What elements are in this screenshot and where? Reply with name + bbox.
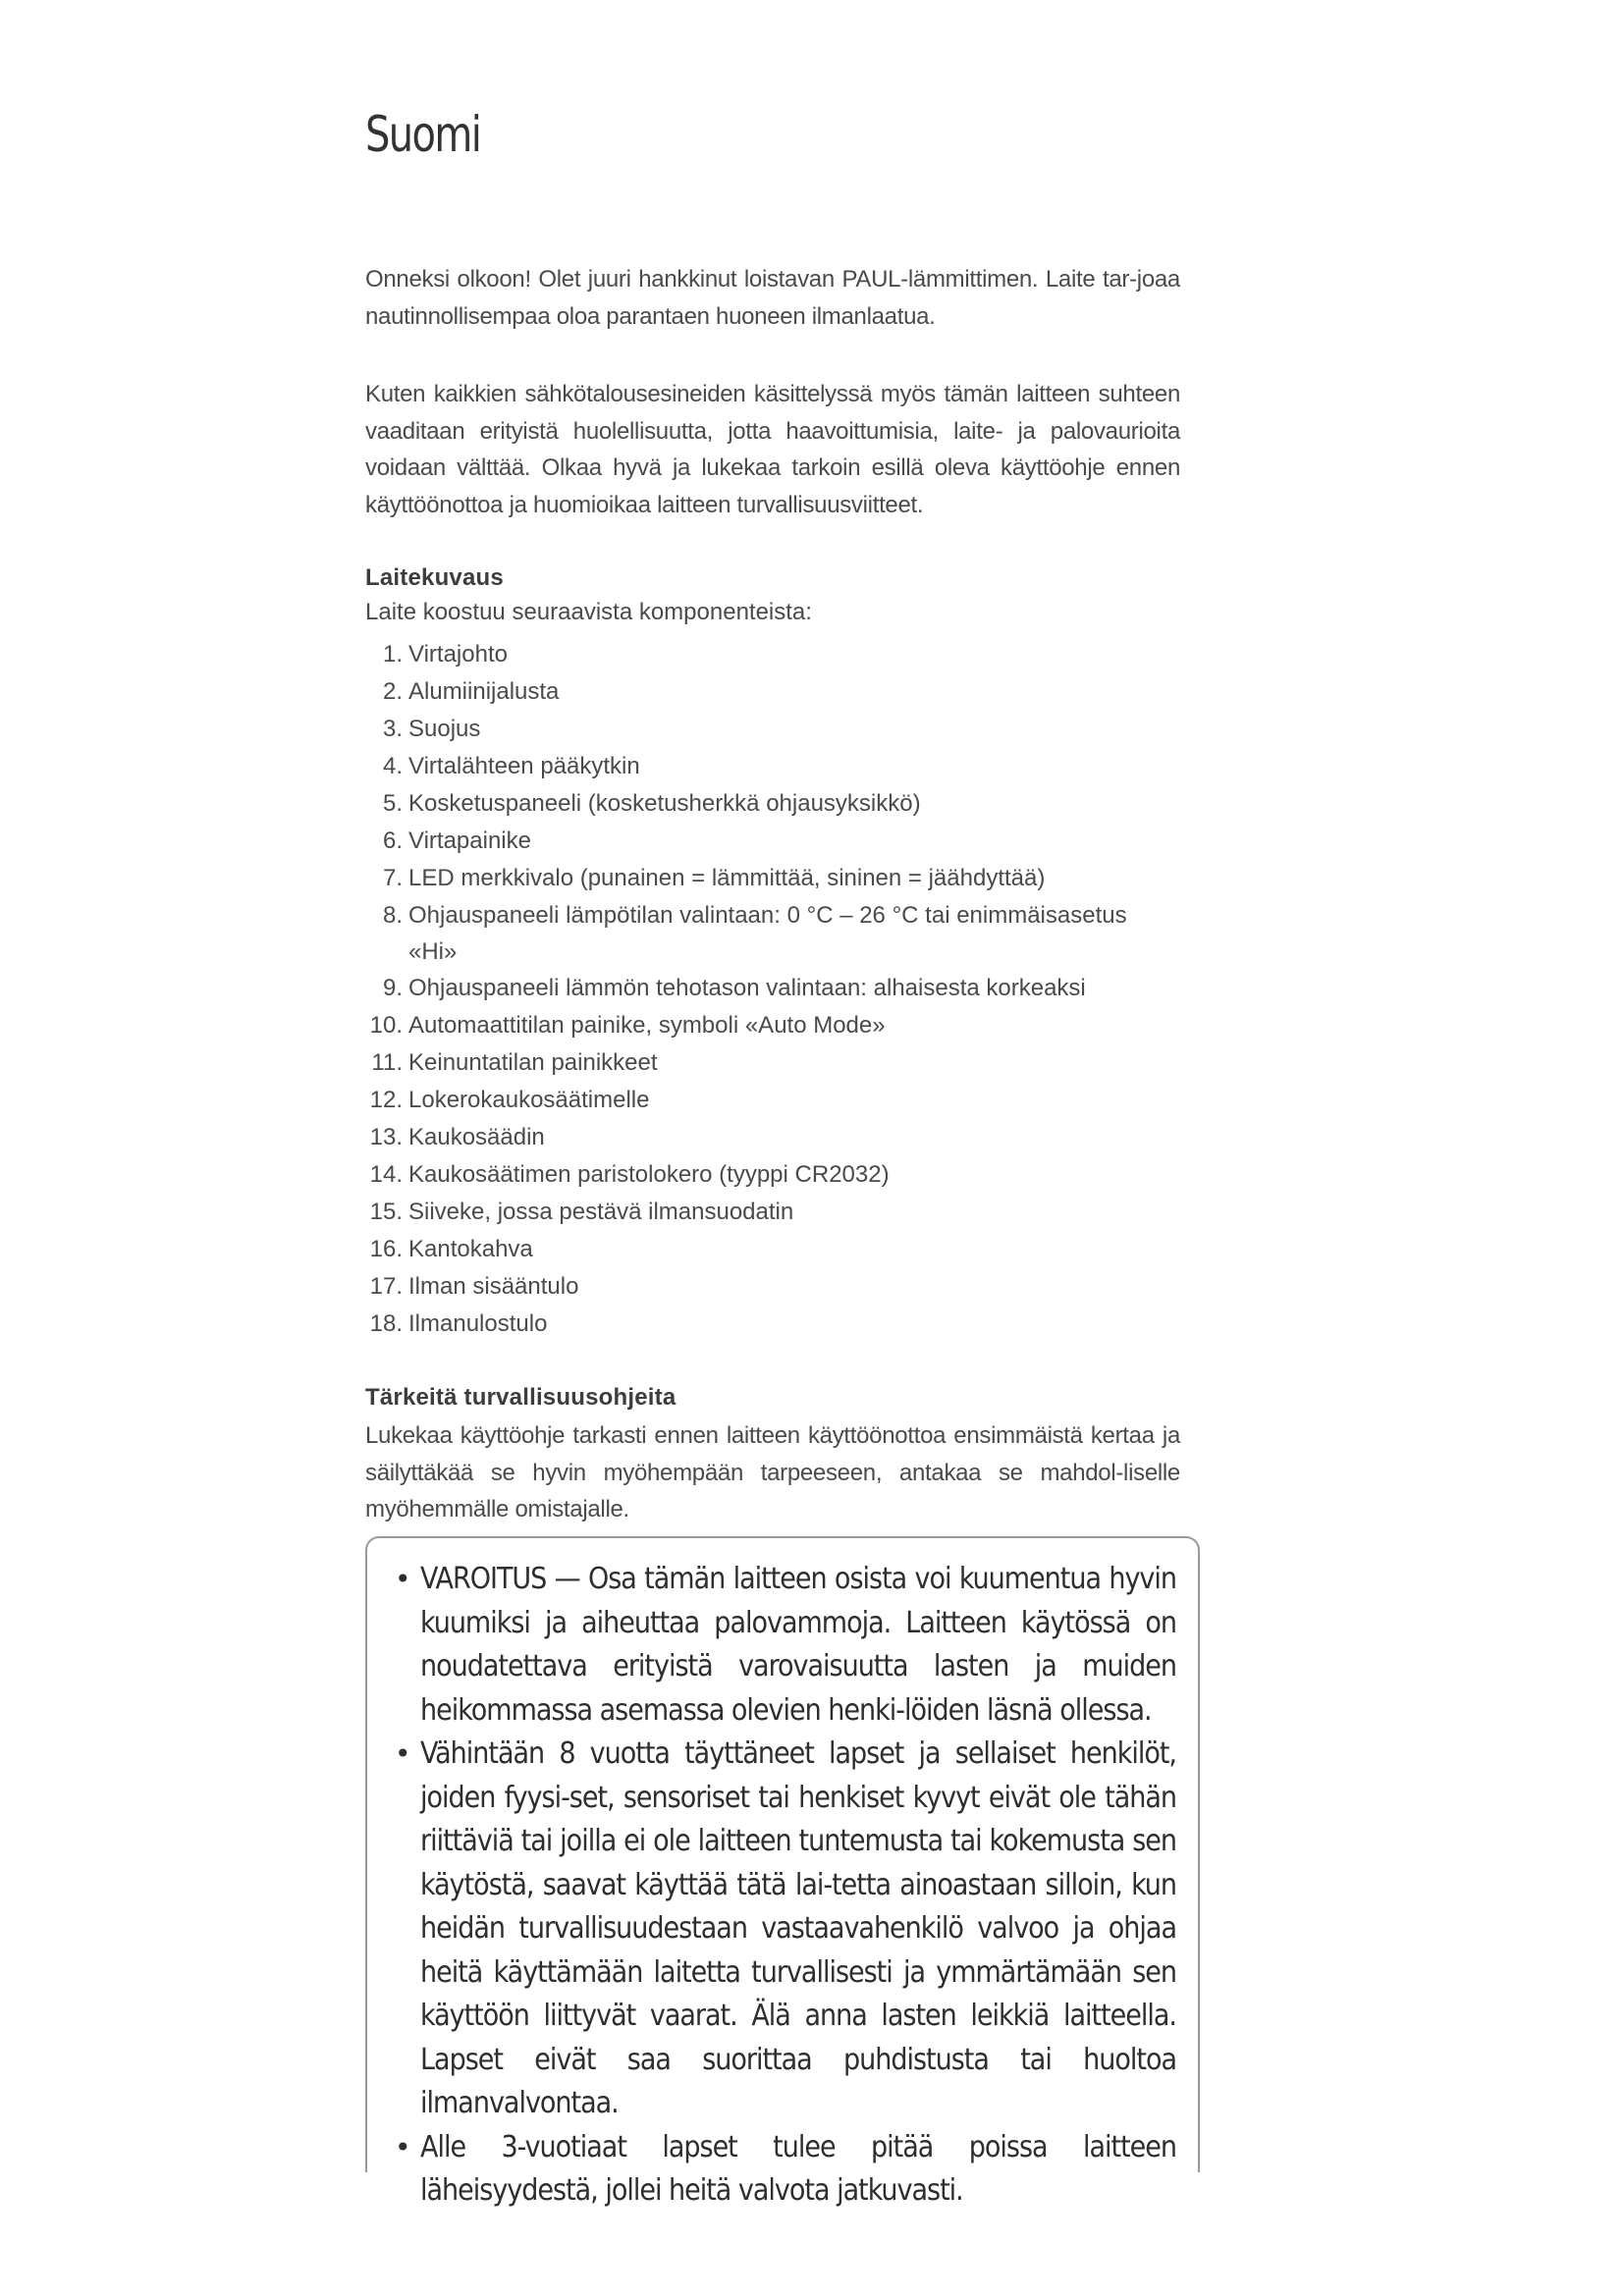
item-number: 7. [382, 865, 403, 891]
list-item [365, 1194, 1184, 1231]
item-text: Kaukosäädin [408, 1124, 545, 1150]
item-number: 9. [382, 975, 403, 1001]
item-text: Virtapainike [408, 828, 531, 854]
list-item [365, 673, 1184, 711]
item-number: 2. [382, 678, 403, 705]
bullet-icon: • [395, 1737, 411, 1770]
item-number: 3. [382, 716, 403, 742]
component-list [365, 636, 1184, 1343]
item-number: 10. [369, 1012, 403, 1039]
warning-box [365, 1536, 1200, 2208]
item-number: 4. [382, 753, 403, 779]
item-text: Kosketuspaneeli (kosketusherkkä ohjausyksikkö) [408, 790, 921, 817]
description-heading: Laitekuvaus [365, 564, 504, 591]
item-number: 1. [382, 641, 403, 667]
item-number: 18. [369, 1310, 403, 1337]
bullet-icon: • [395, 2130, 411, 2163]
list-item [365, 1119, 1184, 1156]
list-item [365, 860, 1184, 897]
item-number: 5. [382, 790, 403, 817]
item-number: 11. [371, 1049, 403, 1076]
list-item [365, 711, 1184, 748]
item-number: 15. [369, 1199, 403, 1225]
list-item [365, 897, 1184, 970]
item-text: Alumiinijalusta [408, 678, 560, 705]
warning-item [391, 2126, 1176, 2214]
list-item [365, 1007, 1184, 1044]
safety-paragraph: Lukekaa käyttöohje tarkasti ennen laitteen käyttöönottoa ensimmäistä kertaa ja säilyttäkää se hyvin myöhempään tarpeeseen, antakaa se mahdol-liselle myöhemmälle omistajalle. [365, 1422, 1180, 1522]
item-text: Kaukosäätimen paristolokero (tyyppi CR2032) [408, 1161, 890, 1188]
warning-text: VAROITUS — Osa tämän laitteen osista voi kuumentua hyvin kuumiksi ja aiheuttaa palovammoja. Laitteen käytössä on noudatettava erityistä varovaisuutta lasten ja muiden heikommassa asemassa olevien henki-löiden läsnä ollessa. [420, 1562, 1176, 1728]
item-text: Ohjauspaneeli lämmön tehotason valintaan: alhaisesta korkeaksi [408, 975, 1086, 1001]
item-text: Automaattitilan painike, symboli «Auto Mode» [408, 1012, 886, 1039]
item-text: Ilman sisääntulo [408, 1273, 579, 1300]
page-title: Suomi [365, 106, 481, 163]
item-text: Siiveke, jossa pestävä ilmansuodatin [408, 1199, 794, 1225]
item-text: Virtajohto [408, 641, 508, 667]
item-text: Kantokahva [408, 1236, 533, 1262]
list-item [365, 748, 1184, 785]
description-intro: Laite koostuu seuraavista komponenteista: [365, 599, 812, 625]
bullet-icon: • [395, 1563, 411, 1595]
list-item [365, 970, 1184, 1007]
warning-item [391, 1733, 1176, 2126]
list-item [365, 1231, 1184, 1268]
warning-list [391, 1558, 1176, 2214]
item-number: 13. [369, 1124, 403, 1150]
safety-heading: Tärkeitä turvallisuusohjeita [365, 1384, 677, 1411]
item-text: Lokerokaukosäätimelle [408, 1087, 650, 1113]
list-item [365, 1082, 1184, 1119]
item-text: Ohjauspaneeli lämpötilan valintaan: 0 °C – 26 °C tai enimmäisasetus «Hi» [408, 902, 1127, 965]
list-item [365, 636, 1184, 673]
intro-paragraph-2: Kuten kaikkien sähkötalousesineiden käsittelyssä myös tämän laitteen suhteen vaaditaan erityistä huolellisuutta, jotta haavoittumisia, laite- ja palovaurioita voidaan välttää. Olkaa hyvä ja lukekaa tarkoin esillä oleva käyttöohje ennen käyttöönottoa ja huomioikaa laitteen turvallisuusviitteet. [365, 381, 1180, 518]
list-item [365, 1156, 1184, 1194]
item-number: 14. [369, 1161, 403, 1188]
item-text: Keinuntatilan painikkeet [408, 1049, 658, 1076]
warning-item [391, 1558, 1176, 1733]
intro-paragraph-1: Onneksi olkoon! Olet juuri hankkinut loistavan PAUL-lämmittimen. Laite tar-joaa nautinnollisempaa oloa parantaen huoneen ilmanlaatua. [365, 266, 1180, 330]
item-number: 12. [369, 1087, 403, 1113]
item-text: Suojus [408, 716, 481, 742]
item-number: 16. [369, 1236, 403, 1262]
warning-text: Vähintään 8 vuotta täyttäneet lapset ja sellaiset henkilöt, joiden fyysi-set, sensoriset tai henkiset kyvyt eivät ole tähän riittäviä tai joilla ei ole laitteen tuntemusta tai kokemusta sen käytöstä, saavat käyttää tätä lai-tetta ainoastaan silloin, kun heidän turvallisuudestaan vastaavahenkilö valvoo ja ohjaa heitä käyttämään laitetta turvallisesti ja ymmärtämään sen käyttöön liittyvät vaarat. Älä anna lasten leikkiä laitteella. Lapset eivät saa suorittaa puhdistusta tai huoltoa ilmanvalvontaa. [420, 1736, 1176, 2120]
item-text: LED merkkivalo (punainen = lämmittää, sininen = jäähdyttää) [408, 865, 1046, 891]
item-text: Ilmanulostulo [408, 1310, 548, 1337]
list-item [365, 1268, 1184, 1306]
item-text: Virtalähteen pääkytkin [408, 753, 640, 779]
list-item [365, 823, 1184, 860]
list-item [365, 1044, 1184, 1082]
list-item [365, 785, 1184, 823]
item-number: 6. [382, 828, 403, 854]
list-item [365, 1306, 1184, 1343]
warning-text: Alle 3-vuotiaat lapset tulee pitää poissa laitteen läheisyydestä, jollei heitä valvota jatkuvasti. [420, 2129, 1176, 2208]
item-number: 8. [382, 902, 403, 929]
item-number: 17. [369, 1273, 403, 1300]
